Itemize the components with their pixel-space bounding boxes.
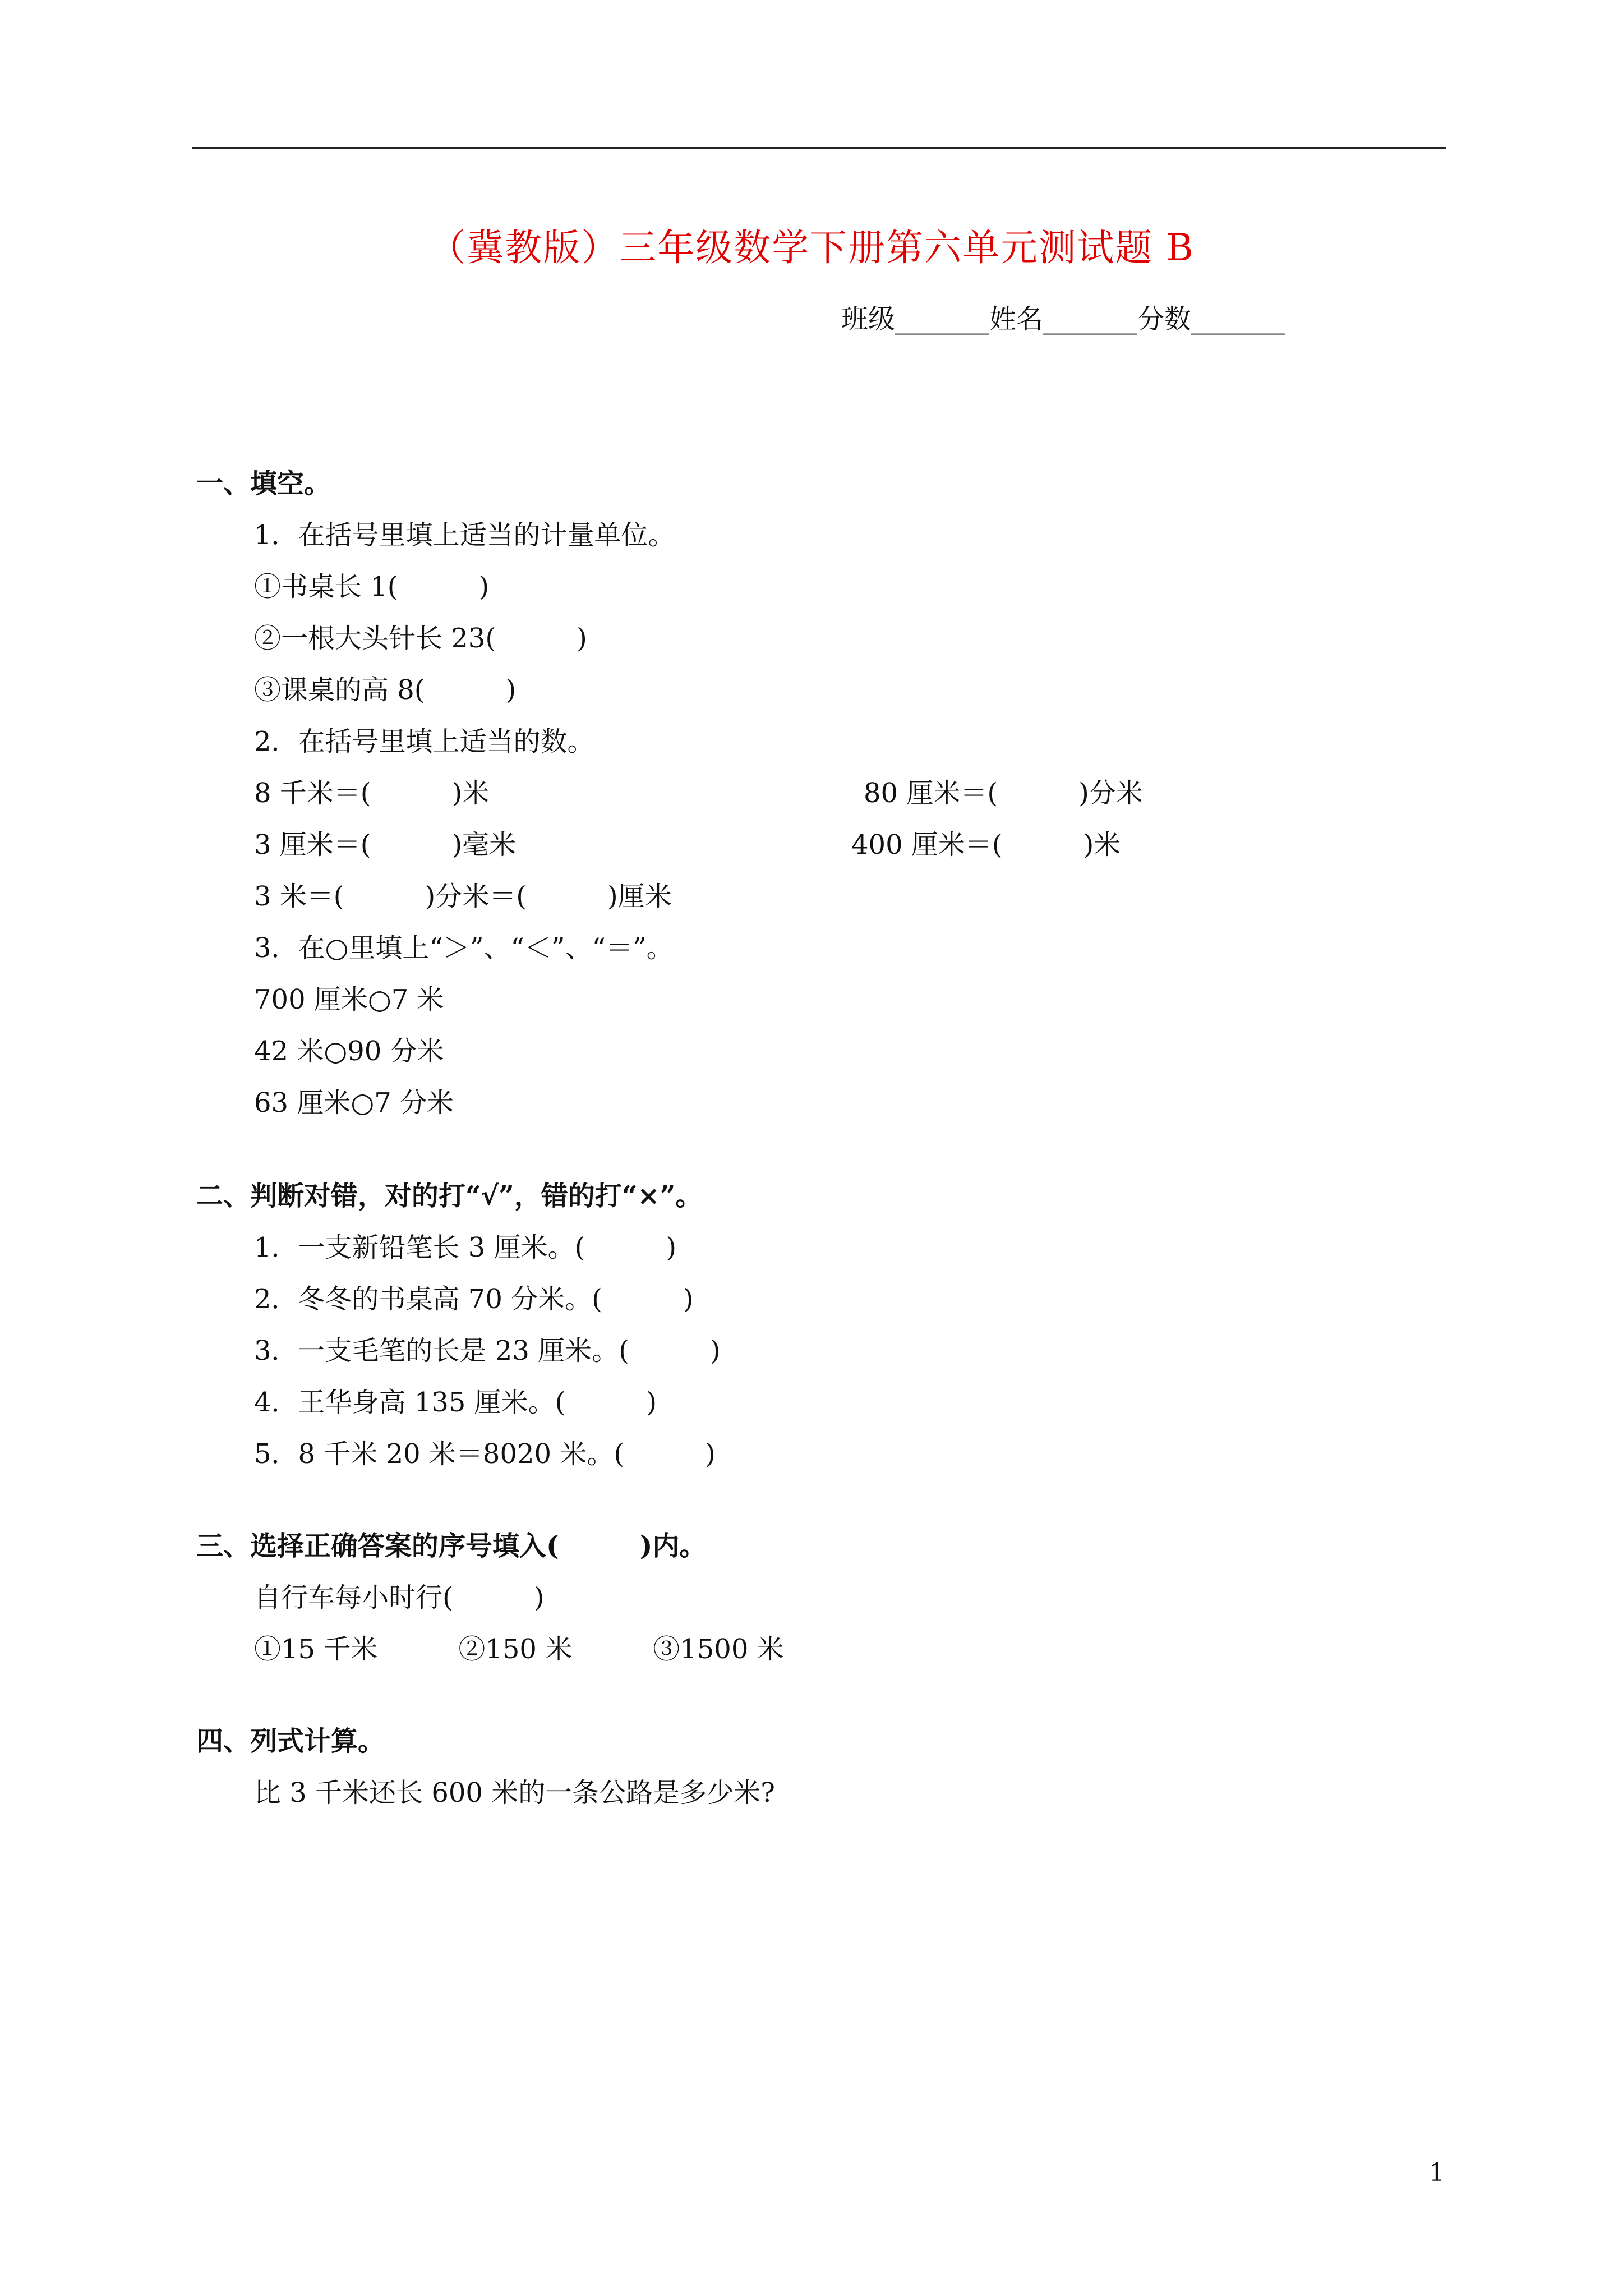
choice-options: ①15 千米 ②150 米 ③1500 米 [254,1634,784,1665]
section-3-heading: 三、选择正确答案的序号填入( )内。 [196,1530,707,1562]
question-1-3b: 42 米○90 分米 [254,1036,444,1067]
question-1-1b: ②一根大头针长 23( ) [254,623,587,654]
question-1-1: 1．在括号里填上适当的计量单位。 [254,519,675,551]
question-1-3a: 700 厘米○7 米 [254,984,444,1015]
question-1-2e: 3 米＝( )分米＝( )厘米 [254,881,672,912]
choice-question: 自行车每小时行( ) [254,1582,545,1613]
page-number: 1 [1429,2159,1445,2187]
question-1-1c: ③课桌的高 8( ) [254,674,517,706]
judge-item-1: 1．一支新铅笔长 3 厘米。( ) [254,1232,677,1263]
calc-question: 比 3 千米还长 600 米的一条公路是多少米? [254,1777,775,1809]
judge-item-2: 2．冬冬的书桌高 70 分米。( ) [254,1283,694,1315]
header-rule [192,147,1446,149]
question-1-2d: 400 厘米＝( )米 [851,829,1121,861]
question-1-2b: 80 厘米＝( )分米 [864,777,1143,809]
section-4-heading: 四、列式计算。 [196,1726,385,1757]
section-2-heading: 二、判断对错，对的打“√”，错的打“×”。 [196,1180,703,1212]
page-title: （冀教版）三年级数学下册第六单元测试题 B [428,226,1195,269]
question-1-3c: 63 厘米○7 分米 [254,1087,454,1119]
question-1-2: 2．在括号里填上适当的数。 [254,726,594,757]
section-1-heading: 一、填空。 [196,468,331,499]
judge-item-3: 3．一支毛笔的长是 23 厘米。( ) [254,1335,721,1366]
question-1-1a: ①书桌长 1( ) [254,571,490,602]
judge-item-5: 5．8 千米 20 米＝8020 米。( ) [254,1438,716,1470]
judge-item-4: 4．王华身高 135 厘米。( ) [254,1387,657,1418]
question-1-2c: 3 厘米＝( )毫米 [254,829,517,861]
student-info-line: 班级_______姓名_______分数_______ [841,303,1286,335]
question-1-3: 3．在○里填上“＞”、“＜”、“＝”。 [254,932,674,964]
question-1-2a: 8 千米＝( )米 [254,777,490,809]
